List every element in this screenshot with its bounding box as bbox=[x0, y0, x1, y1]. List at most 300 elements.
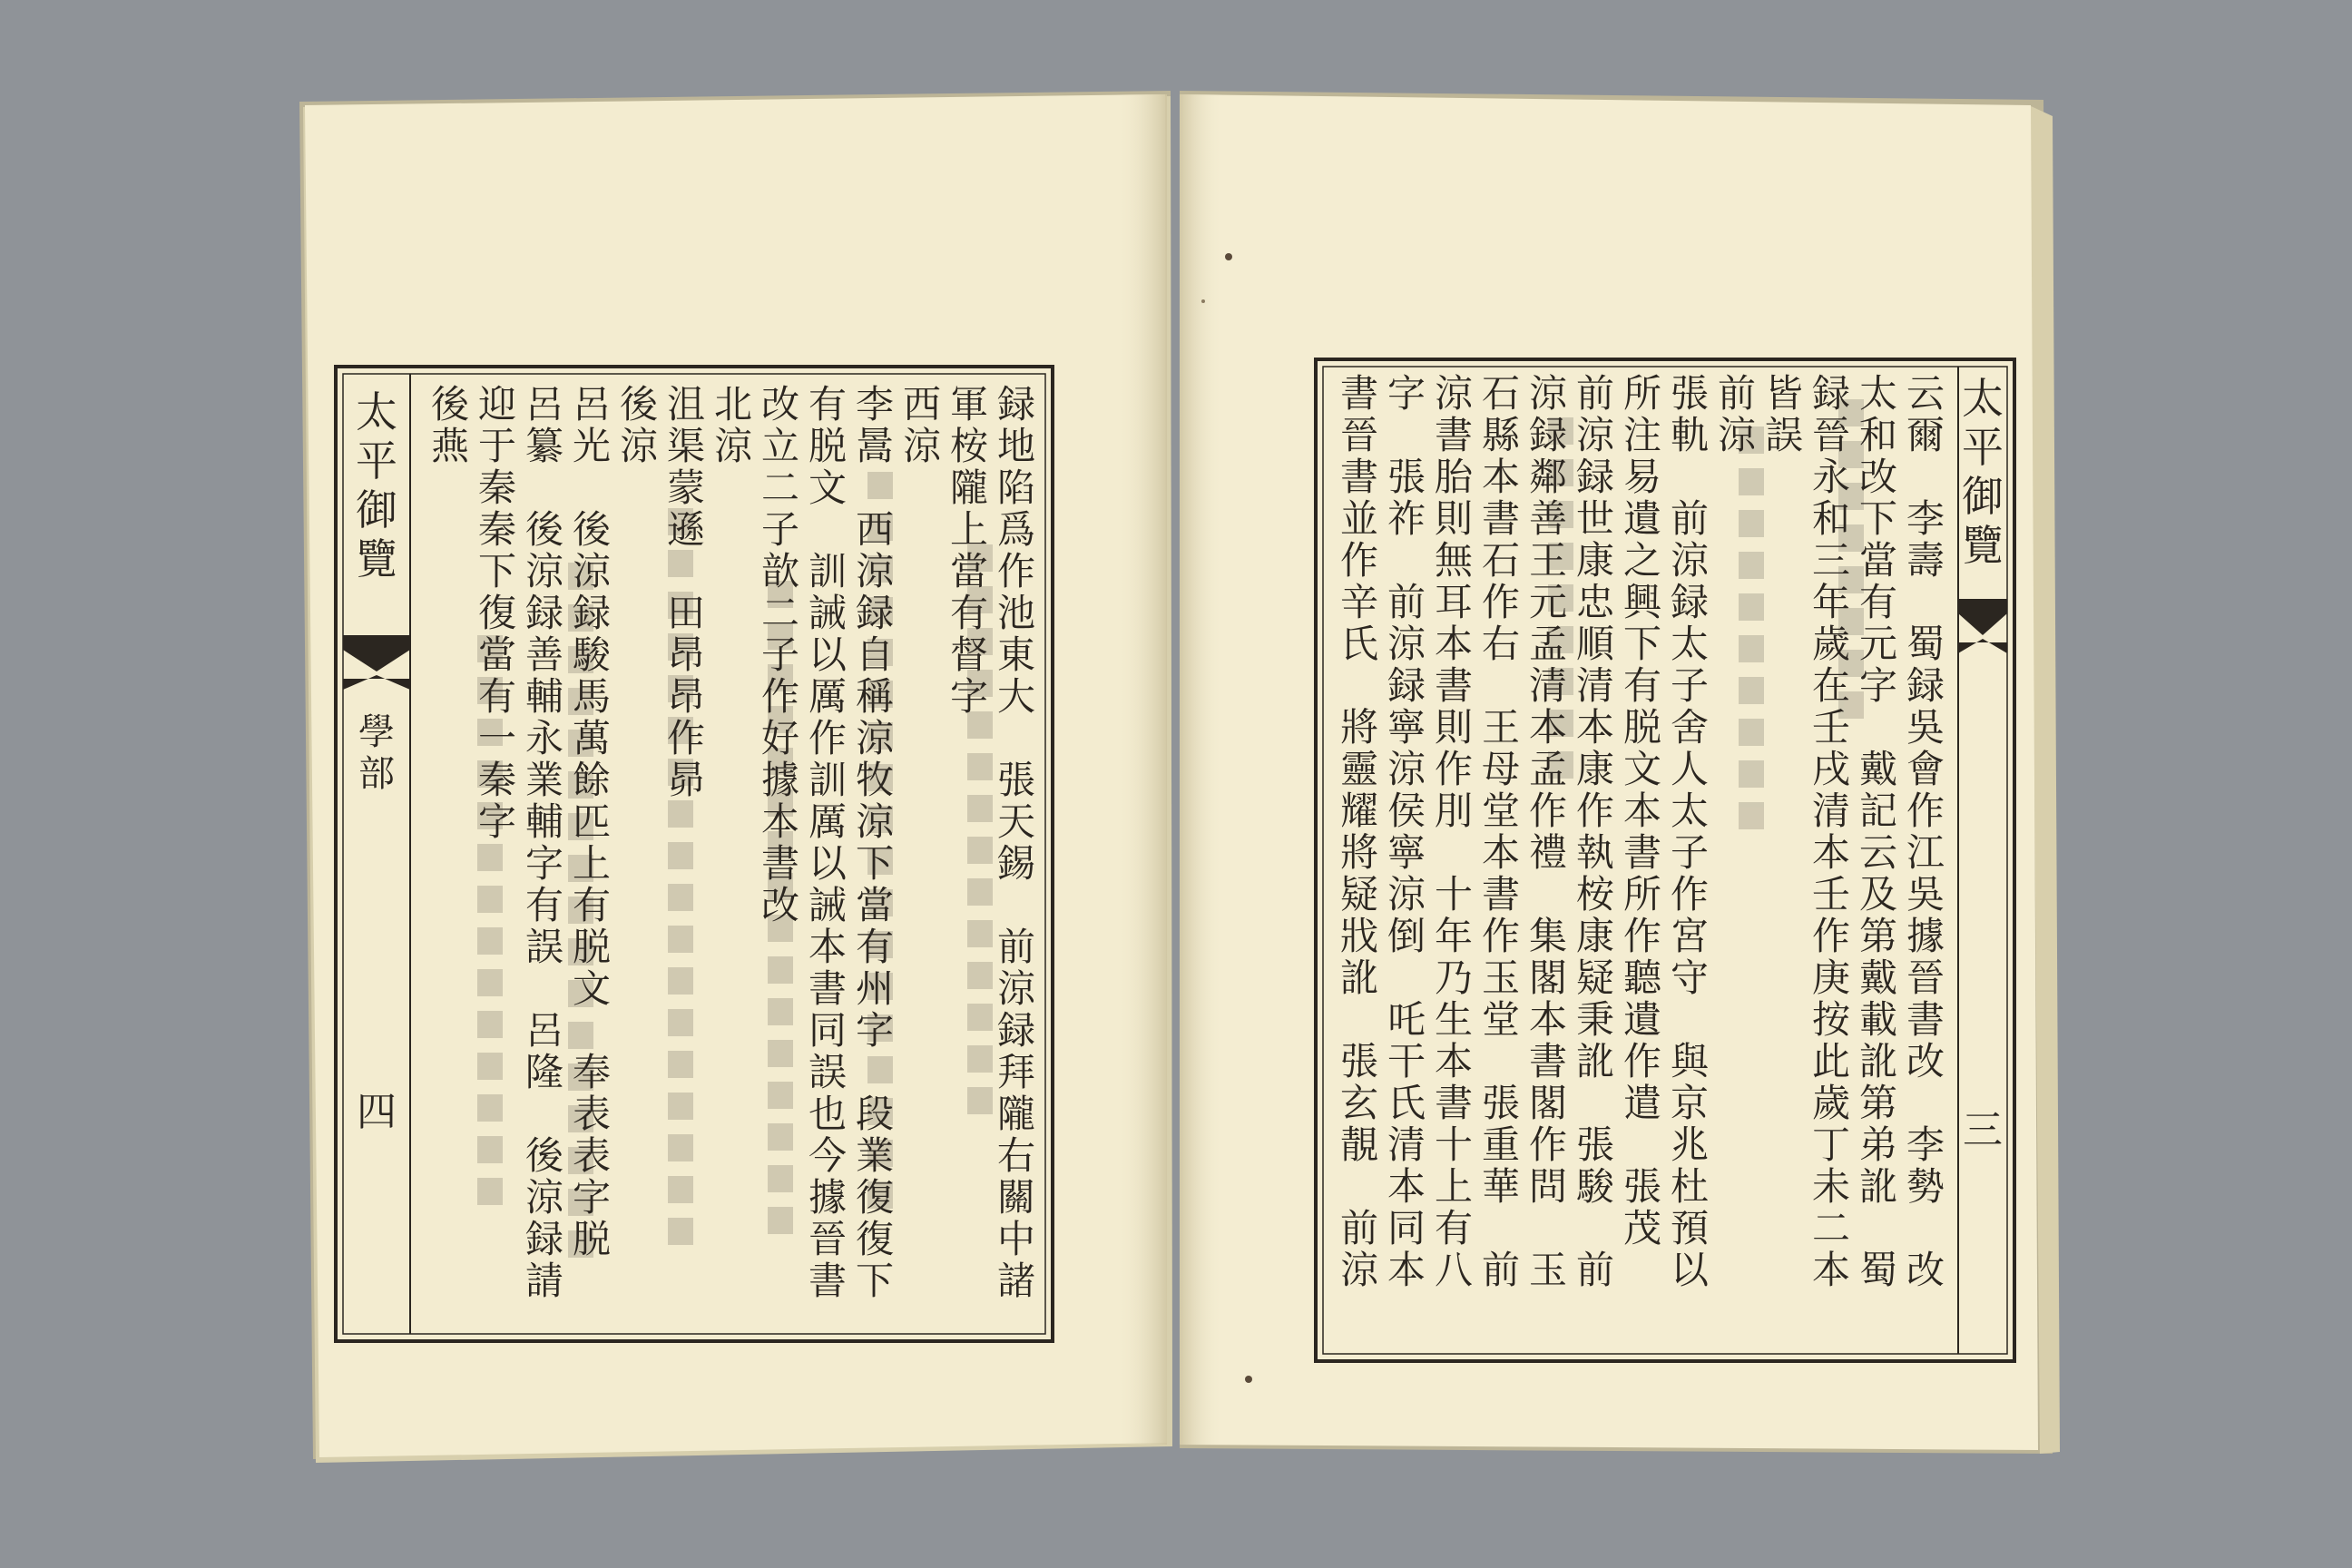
glyph: 表 bbox=[572, 1133, 612, 1178]
glyph: 改 bbox=[760, 382, 800, 426]
glyph: 脱 bbox=[808, 424, 848, 468]
glyph: 録 bbox=[1670, 580, 1710, 624]
glyph: 録 bbox=[996, 1008, 1036, 1053]
glyph: 辛 bbox=[1339, 580, 1379, 624]
glyph: 江 bbox=[1906, 830, 1945, 875]
glyph: 此 bbox=[1811, 1039, 1851, 1083]
ghost-glyph bbox=[668, 967, 693, 995]
binding-mark bbox=[1225, 253, 1232, 260]
glyph: 前 bbox=[1575, 371, 1615, 416]
glyph: 復 bbox=[855, 1217, 895, 1261]
glyph: 田 bbox=[666, 591, 706, 635]
glyph: 作 bbox=[760, 674, 800, 719]
glyph: 子 bbox=[1670, 830, 1710, 875]
glyph: 戕 bbox=[1339, 914, 1379, 958]
glyph: 有 bbox=[572, 883, 612, 927]
glyph: 録 bbox=[1575, 455, 1615, 499]
glyph: 壬 bbox=[1811, 705, 1851, 750]
glyph: 駿 bbox=[572, 632, 612, 677]
glyph: 有 bbox=[1622, 663, 1662, 708]
ghost-glyph bbox=[1739, 802, 1764, 829]
text-column bbox=[620, 382, 659, 468]
glyph: 吒 bbox=[1387, 997, 1426, 1042]
glyph: 覽 bbox=[1962, 521, 2004, 570]
glyph: 奉 bbox=[572, 1050, 612, 1094]
glyph: 作 bbox=[666, 716, 706, 760]
glyph: 昴 bbox=[666, 758, 706, 802]
glyph: 好 bbox=[760, 716, 800, 760]
glyph: 晉 bbox=[808, 1217, 848, 1261]
glyph: 隆 bbox=[524, 1050, 564, 1094]
glyph: 丁 bbox=[1811, 1122, 1851, 1167]
glyph: 涼 bbox=[1434, 371, 1474, 416]
glyph: 涼 bbox=[524, 1175, 564, 1220]
glyph: 渠 bbox=[666, 424, 706, 468]
glyph: 本 bbox=[808, 925, 848, 969]
glyph: 右 bbox=[1481, 622, 1521, 666]
glyph: 軌 bbox=[1670, 413, 1710, 457]
glyph: 倒 bbox=[1387, 914, 1426, 958]
glyph: 晉 bbox=[1811, 413, 1851, 457]
ghost-glyph bbox=[967, 1004, 993, 1031]
glyph: 誤 bbox=[808, 1050, 848, 1094]
glyph: 大 bbox=[996, 674, 1036, 719]
glyph: 吳 bbox=[1906, 872, 1945, 916]
glyph: 脱 bbox=[572, 1217, 612, 1261]
glyph: 録 bbox=[1906, 663, 1945, 708]
glyph: 順 bbox=[1575, 622, 1615, 666]
glyph: 張 bbox=[1622, 1164, 1662, 1209]
ghost-glyph bbox=[668, 884, 693, 911]
ghost-glyph bbox=[768, 1207, 793, 1234]
glyph: 脱 bbox=[572, 925, 612, 969]
glyph: 茂 bbox=[1622, 1206, 1662, 1250]
glyph: 作 bbox=[1622, 914, 1662, 958]
glyph: 録 bbox=[1528, 413, 1568, 457]
glyph: 太 bbox=[1670, 789, 1710, 833]
glyph: 蜀 bbox=[1858, 1248, 1898, 1292]
glyph: 西 bbox=[902, 382, 942, 426]
glyph: 聽 bbox=[1622, 956, 1662, 1000]
glyph: 上 bbox=[949, 507, 989, 552]
glyph: 隴 bbox=[996, 1092, 1036, 1136]
ghost-glyph bbox=[768, 1165, 793, 1192]
glyph: 誡 bbox=[808, 883, 848, 927]
glyph: 書 bbox=[808, 966, 848, 1011]
glyph: 作 bbox=[808, 716, 848, 760]
ghost-glyph bbox=[967, 1087, 993, 1114]
glyph: 和 bbox=[1858, 413, 1898, 457]
glyph: 永 bbox=[524, 716, 564, 760]
glyph: 下 bbox=[1622, 622, 1662, 666]
glyph: 復 bbox=[855, 1175, 895, 1220]
glyph: 戴 bbox=[1858, 956, 1898, 1000]
glyph: 于 bbox=[477, 424, 517, 468]
glyph: 據 bbox=[1906, 914, 1945, 958]
glyph: 作 bbox=[1622, 1039, 1662, 1083]
text-column bbox=[1340, 371, 1379, 1292]
glyph: 駿 bbox=[1575, 1164, 1615, 1209]
glyph: 生 bbox=[1434, 997, 1474, 1042]
glyph: 刖 bbox=[1434, 789, 1474, 833]
glyph: 同 bbox=[1387, 1206, 1426, 1250]
text-column bbox=[572, 382, 612, 1261]
glyph: 作 bbox=[1811, 914, 1851, 958]
glyph: 録 bbox=[572, 591, 612, 635]
glyph: 蒙 bbox=[666, 466, 706, 510]
glyph: 及 bbox=[1858, 872, 1898, 916]
glyph: 本 bbox=[1575, 705, 1615, 750]
glyph: 録 bbox=[855, 591, 895, 635]
ghost-glyph bbox=[1739, 468, 1764, 495]
glyph: 未 bbox=[1811, 1164, 1851, 1209]
glyph: 訓 bbox=[808, 758, 848, 802]
glyph: 馬 bbox=[572, 674, 612, 719]
glyph: 寧 bbox=[1387, 705, 1426, 750]
ghost-glyph bbox=[668, 1134, 693, 1161]
glyph: 云 bbox=[1906, 371, 1945, 416]
text-column bbox=[431, 382, 470, 468]
glyph: 御 bbox=[1962, 472, 2004, 521]
glyph: 本 bbox=[1528, 997, 1568, 1042]
glyph: 干 bbox=[1387, 1039, 1426, 1083]
glyph: 歲 bbox=[1811, 622, 1851, 666]
glyph: 王 bbox=[1481, 705, 1521, 750]
glyph: 遜 bbox=[666, 507, 706, 552]
glyph: 本 bbox=[1434, 1039, 1474, 1083]
glyph: 涼 bbox=[855, 716, 895, 760]
glyph: 涼 bbox=[1717, 413, 1757, 457]
glyph: 耳 bbox=[1434, 580, 1474, 624]
ghost-glyph bbox=[768, 956, 793, 984]
glyph: 當 bbox=[949, 549, 989, 593]
glyph: 作 bbox=[1481, 580, 1521, 624]
glyph: 晉 bbox=[1906, 956, 1945, 1000]
glyph: 忠 bbox=[1575, 580, 1615, 624]
glyph: 堂 bbox=[1481, 997, 1521, 1042]
glyph: 隴 bbox=[949, 466, 989, 510]
glyph: 字 bbox=[1387, 371, 1426, 416]
glyph: 業 bbox=[855, 1133, 895, 1178]
glyph: 八 bbox=[1434, 1248, 1474, 1292]
glyph: 同 bbox=[808, 1008, 848, 1053]
glyph: 上 bbox=[572, 841, 612, 886]
glyph: 陷 bbox=[996, 466, 1036, 510]
glyph: 後 bbox=[430, 382, 470, 426]
glyph: 歲 bbox=[1811, 1081, 1851, 1125]
glyph: 輔 bbox=[524, 674, 564, 719]
glyph: 以 bbox=[1670, 1248, 1710, 1292]
ghost-glyph bbox=[668, 1051, 693, 1078]
glyph: 涼 bbox=[1387, 622, 1426, 666]
glyph: 訛 bbox=[1858, 1164, 1898, 1209]
glyph: 世 bbox=[1575, 496, 1615, 541]
glyph: 子 bbox=[760, 507, 800, 552]
glyph: 張 bbox=[1481, 1081, 1521, 1125]
glyph: 前 bbox=[1387, 580, 1426, 624]
glyph: 杜 bbox=[1670, 1164, 1710, 1209]
glyph: 遺 bbox=[1622, 997, 1662, 1042]
glyph: 善 bbox=[1528, 496, 1568, 541]
glyph: 在 bbox=[1811, 663, 1851, 708]
glyph: 呂 bbox=[524, 1008, 564, 1053]
ghost-glyph bbox=[967, 753, 993, 780]
glyph: 所 bbox=[1622, 371, 1662, 416]
glyph: 縣 bbox=[1481, 413, 1521, 457]
glyph: 歆 bbox=[760, 549, 800, 593]
ghost-glyph bbox=[1739, 760, 1764, 788]
glyph: 本 bbox=[1481, 830, 1521, 875]
glyph: 立 bbox=[760, 424, 800, 468]
glyph: 字 bbox=[855, 1008, 895, 1053]
glyph: 誡 bbox=[808, 591, 848, 635]
glyph: 作 bbox=[1575, 789, 1615, 833]
binding-mark bbox=[1201, 299, 1205, 303]
glyph: 易 bbox=[1622, 455, 1662, 499]
glyph: 氏 bbox=[1339, 622, 1379, 666]
glyph: 並 bbox=[1339, 496, 1379, 541]
glyph: 禮 bbox=[1528, 830, 1568, 875]
ghost-glyph bbox=[967, 1045, 993, 1073]
glyph: 拜 bbox=[996, 1050, 1036, 1094]
glyph: 二 bbox=[760, 591, 800, 635]
glyph: 清 bbox=[1575, 663, 1615, 708]
glyph: 諸 bbox=[996, 1259, 1036, 1303]
glyph: 後 bbox=[524, 1133, 564, 1178]
glyph: 字 bbox=[572, 1175, 612, 1220]
glyph: 改 bbox=[1906, 1039, 1945, 1083]
glyph: 乃 bbox=[1434, 956, 1474, 1000]
glyph: 皆 bbox=[1764, 371, 1804, 416]
glyph: 與 bbox=[1670, 1039, 1710, 1083]
glyph: 問 bbox=[1528, 1164, 1568, 1209]
ghost-glyph bbox=[477, 1094, 503, 1122]
glyph: 誤 bbox=[524, 925, 564, 969]
ghost-glyph bbox=[967, 962, 993, 989]
text-column bbox=[1482, 371, 1521, 1292]
glyph: 疑 bbox=[1575, 956, 1615, 1000]
left-page bbox=[305, 94, 1167, 1457]
ghost-glyph bbox=[967, 878, 993, 906]
glyph: 文 bbox=[1622, 747, 1662, 791]
glyph: 秦 bbox=[477, 507, 517, 552]
ghost-glyph bbox=[768, 1082, 793, 1109]
glyph: 有 bbox=[1434, 1206, 1474, 1250]
ghost-glyph bbox=[867, 1056, 893, 1083]
ghost-glyph bbox=[477, 1178, 503, 1205]
ghost-glyph bbox=[668, 550, 693, 577]
glyph: 書 bbox=[808, 1259, 848, 1303]
glyph: 覽 bbox=[356, 534, 397, 583]
glyph: 將 bbox=[1339, 830, 1379, 875]
glyph: 云 bbox=[1858, 830, 1898, 875]
glyph: 年 bbox=[1434, 914, 1474, 958]
text-column bbox=[1387, 371, 1426, 1292]
glyph: 自 bbox=[855, 632, 895, 677]
glyph: 按 bbox=[1811, 997, 1851, 1042]
glyph: 部 bbox=[358, 753, 395, 795]
glyph: 三 bbox=[1963, 1107, 2003, 1153]
glyph: 桉 bbox=[1575, 872, 1615, 916]
text-column bbox=[1906, 371, 1945, 1292]
glyph: 三 bbox=[1811, 538, 1851, 583]
glyph: 涼 bbox=[996, 966, 1036, 1011]
glyph: 作 bbox=[1528, 789, 1568, 833]
glyph: 今 bbox=[808, 1133, 848, 1178]
gutter-shadow-right bbox=[1180, 94, 1223, 1445]
glyph: 則 bbox=[1434, 705, 1474, 750]
glyph: 改 bbox=[1906, 1248, 1945, 1292]
glyph: 録 bbox=[1811, 371, 1851, 416]
glyph: 二 bbox=[760, 466, 800, 510]
glyph: 本 bbox=[1811, 830, 1851, 875]
glyph: 當 bbox=[855, 883, 895, 927]
glyph: 本 bbox=[1811, 1248, 1851, 1292]
text-column bbox=[856, 382, 895, 1303]
glyph: 疑 bbox=[1339, 872, 1379, 916]
glyph: 太 bbox=[1858, 371, 1898, 416]
margin-title bbox=[356, 387, 397, 583]
glyph: 康 bbox=[1575, 747, 1615, 791]
glyph: 平 bbox=[1962, 423, 2004, 472]
glyph: 所 bbox=[1622, 872, 1662, 916]
ghost-glyph bbox=[668, 1218, 693, 1245]
glyph: 子 bbox=[1670, 663, 1710, 708]
glyph: 萬 bbox=[572, 716, 612, 760]
glyph: 堂 bbox=[1481, 789, 1521, 833]
glyph: 以 bbox=[808, 841, 848, 886]
ghost-glyph bbox=[668, 800, 693, 828]
glyph: 書 bbox=[1339, 455, 1379, 499]
glyph: 四 bbox=[357, 1089, 397, 1135]
glyph: 玉 bbox=[1528, 1248, 1568, 1292]
glyph: 當 bbox=[1858, 538, 1898, 583]
text-column bbox=[1765, 371, 1803, 457]
glyph: 當 bbox=[477, 632, 517, 677]
ghost-glyph bbox=[768, 998, 793, 1025]
ghost-glyph bbox=[477, 1053, 503, 1080]
glyph: 下 bbox=[477, 549, 517, 593]
glyph: 前 bbox=[1575, 1248, 1615, 1292]
glyph: 無 bbox=[1434, 538, 1474, 583]
glyph: 爲 bbox=[996, 507, 1036, 552]
glyph: 督 bbox=[949, 632, 989, 677]
glyph: 涼 bbox=[1387, 747, 1426, 791]
binding-mark bbox=[1245, 1376, 1252, 1383]
glyph: 書 bbox=[1481, 872, 1521, 916]
glyph: 靈 bbox=[1339, 747, 1379, 791]
glyph: 氏 bbox=[1387, 1081, 1426, 1125]
glyph: 將 bbox=[1339, 705, 1379, 750]
ghost-glyph bbox=[768, 1040, 793, 1067]
glyph: 右 bbox=[996, 1133, 1036, 1178]
glyph: 有 bbox=[808, 382, 848, 426]
glyph: 録 bbox=[524, 1217, 564, 1261]
margin-title bbox=[1962, 374, 2004, 570]
text-column bbox=[950, 382, 989, 719]
glyph: 遣 bbox=[1622, 1081, 1662, 1125]
glyph: 脱 bbox=[1622, 705, 1662, 750]
glyph: 作 bbox=[1670, 872, 1710, 916]
glyph: 李 bbox=[1906, 496, 1945, 541]
glyph: 文 bbox=[572, 966, 612, 1011]
glyph: 太 bbox=[1670, 622, 1710, 666]
text-column bbox=[1623, 371, 1664, 1250]
glyph: 訓 bbox=[808, 549, 848, 593]
text-column bbox=[478, 382, 516, 844]
glyph: 以 bbox=[808, 632, 848, 677]
glyph: 孟 bbox=[1528, 622, 1568, 666]
ghost-glyph bbox=[668, 1093, 693, 1120]
glyph: 涼 bbox=[1528, 371, 1568, 416]
text-column bbox=[525, 382, 564, 1303]
glyph: 據 bbox=[808, 1175, 848, 1220]
glyph: 前 bbox=[1717, 371, 1757, 416]
glyph: 戌 bbox=[1811, 747, 1851, 791]
glyph: 清 bbox=[1811, 789, 1851, 833]
glyph: 本 bbox=[1387, 1248, 1426, 1292]
glyph: 迎 bbox=[477, 382, 517, 426]
glyph: 錫 bbox=[996, 841, 1036, 886]
glyph: 閣 bbox=[1528, 956, 1568, 1000]
glyph: 秉 bbox=[1575, 997, 1615, 1042]
glyph: 康 bbox=[1575, 538, 1615, 583]
text-column bbox=[667, 382, 705, 802]
glyph: 作 bbox=[1528, 1122, 1568, 1167]
glyph: 厲 bbox=[808, 799, 848, 844]
glyph: 年 bbox=[1811, 580, 1851, 624]
glyph: 涼 bbox=[1339, 1248, 1379, 1292]
glyph: 厲 bbox=[808, 674, 848, 719]
glyph: 昂 bbox=[666, 674, 706, 719]
ghost-glyph bbox=[1739, 719, 1764, 746]
glyph: 前 bbox=[1481, 1248, 1521, 1292]
glyph: 之 bbox=[1622, 538, 1662, 583]
glyph: 前 bbox=[1339, 1206, 1379, 1250]
ghost-glyph bbox=[477, 927, 503, 955]
glyph: 李 bbox=[855, 382, 895, 426]
glyph: 訛 bbox=[1575, 1039, 1615, 1083]
glyph: 書 bbox=[1434, 663, 1474, 708]
glyph: 本 bbox=[1434, 622, 1474, 666]
glyph: 第 bbox=[1858, 1081, 1898, 1125]
glyph: 涼 bbox=[1387, 872, 1426, 916]
ghost-glyph bbox=[867, 472, 893, 499]
glyph: 輔 bbox=[524, 799, 564, 844]
glyph: 涼 bbox=[855, 549, 895, 593]
glyph: 沮 bbox=[666, 382, 706, 426]
glyph: 善 bbox=[524, 632, 564, 677]
glyph: 作 bbox=[996, 549, 1036, 593]
ghost-glyph bbox=[477, 1136, 503, 1163]
ghost-glyph bbox=[967, 795, 993, 822]
ghost-glyph bbox=[668, 926, 693, 953]
glyph: 後 bbox=[619, 382, 659, 426]
margin-section bbox=[358, 711, 395, 795]
glyph: 李 bbox=[1906, 1122, 1945, 1167]
glyph: 執 bbox=[1575, 830, 1615, 875]
ghost-glyph bbox=[768, 1123, 793, 1151]
glyph: 字 bbox=[477, 799, 517, 844]
glyph: 録 bbox=[996, 382, 1036, 426]
glyph: 本 bbox=[1481, 455, 1521, 499]
glyph: 壬 bbox=[1811, 872, 1851, 916]
glyph: 太 bbox=[1962, 374, 2004, 423]
glyph: 第 bbox=[1858, 914, 1898, 958]
glyph: 前 bbox=[1670, 496, 1710, 541]
glyph: 東 bbox=[996, 632, 1036, 677]
glyph: 張 bbox=[1670, 371, 1710, 416]
